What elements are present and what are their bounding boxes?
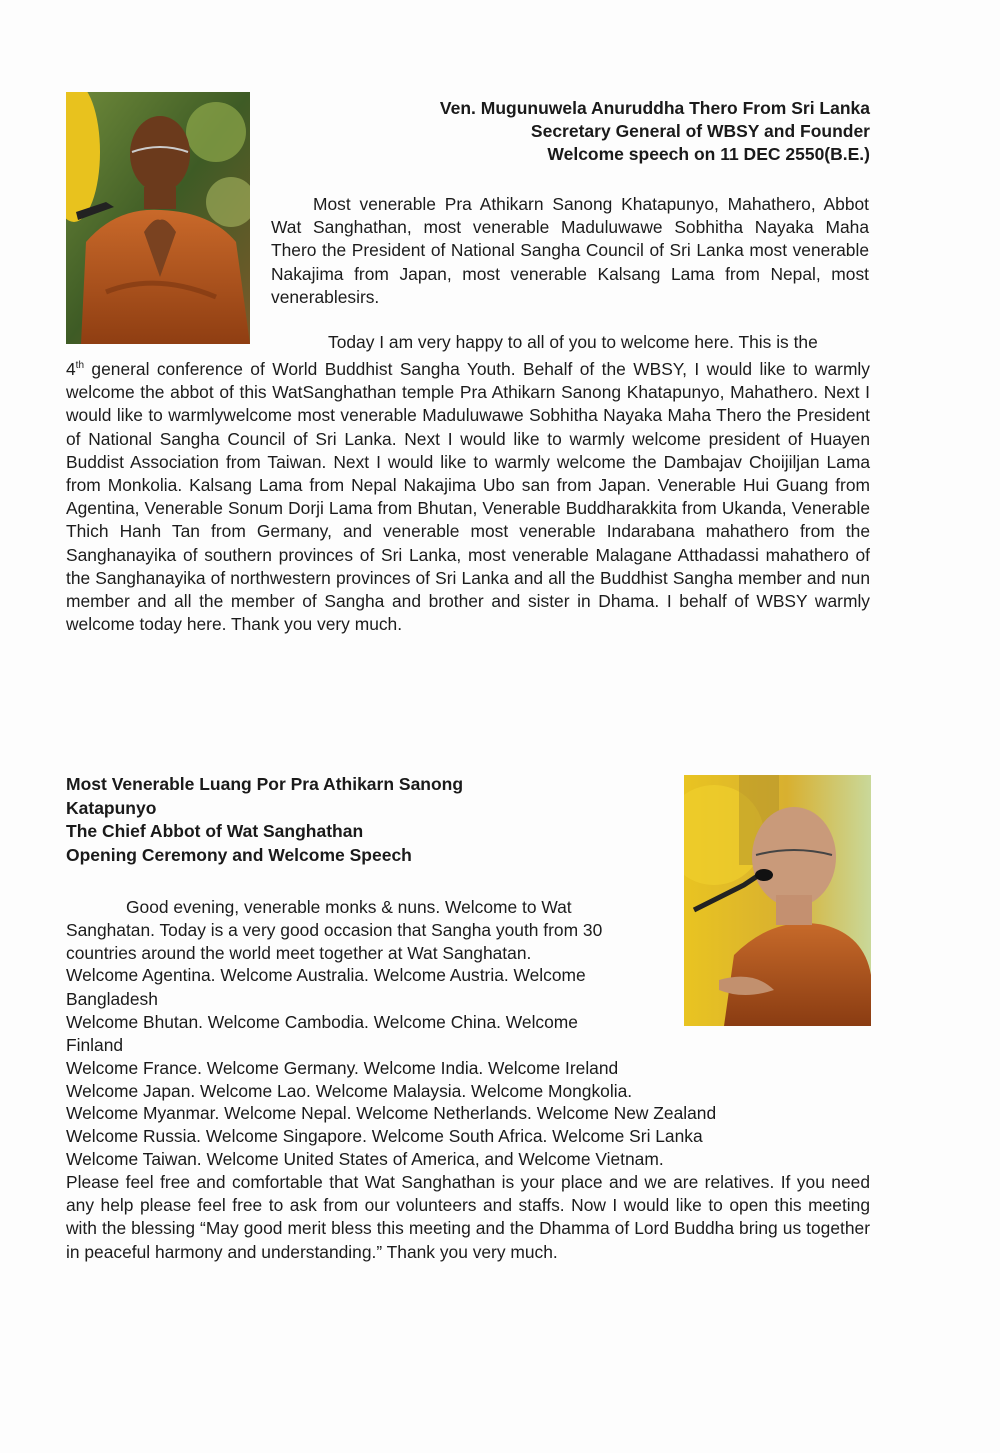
- monk-praying-photo: [66, 92, 250, 344]
- welcome-line: Welcome Agentina. Welcome Australia. Welcome Austria. Welcome: [66, 965, 586, 985]
- welcome-line: Welcome Bhutan. Welcome Cambodia. Welcome China. Welcome: [66, 1012, 578, 1032]
- welcome-line: Bangladesh: [66, 989, 158, 1009]
- welcome-line: Welcome Myanmar. Welcome Nepal. Welcome Netherlands. Welcome New Zealand: [66, 1103, 717, 1123]
- speech2-heading-line: Katapunyo: [66, 797, 157, 818]
- speech2-heading-line: The Chief Abbot of Wat Sanghathan: [66, 821, 364, 841]
- speech2-intro: [66, 896, 656, 966]
- speech2-heading-line: Most Venerable Luang Por Pra Athikarn Sanong: [66, 774, 464, 794]
- speech1-heading: [310, 97, 870, 166]
- speech1-heading-line: Ven. Mugunuwela Anuruddha Thero From Sri Lanka: [439, 98, 870, 118]
- ordinal-suffix: th: [75, 360, 85, 372]
- speech2-heading-line: Opening Ceremony and Welcome Speech: [66, 844, 412, 865]
- speech1-heading-line: Secretary General of WBSY and Founder: [530, 121, 870, 141]
- speech2-heading: [66, 773, 626, 867]
- welcome-line: Welcome Japan. Welcome Lao. Welcome Malaysia. Welcome Mongkolia.: [66, 1081, 633, 1101]
- welcome-line: Finland: [66, 1035, 124, 1055]
- speech1-paragraph1: Most venerable Pra Athikarn Sanong Khatapunyo, Mahathero, Abbot Wat Sanghathan, most venerable Maduluwawe Sobhitha Nayaka Maha Thero the President of National Sangha Council of Sri Lanka most venerable Nakajima from Japan, most venerable Kalsang Lama from Nepal, most venerablesirs.: [271, 194, 869, 307]
- welcome-line: Welcome Taiwan. Welcome United States of America, and Welcome Vietnam.: [66, 1149, 664, 1169]
- ordinal-number: 4: [66, 359, 76, 379]
- speech1-paragraph2: [66, 331, 870, 636]
- speech1-heading-line: Welcome speech on 11 DEC 2550(B.E.): [547, 144, 870, 164]
- speech2-closing: Please feel free and comfortable that Wat Sanghathan is your place and we are relatives. If you need any help please feel free to ask from our volunteers and staffs. Now I would like to open this meeting with the blessing “May good merit bless this meeting and the Dhamma of Lord Buddha bring us together in peaceful harmony and understanding.” Thank you very much.: [66, 1172, 870, 1262]
- welcome-line: Welcome Russia. Welcome Singapore. Welcome South Africa. Welcome Sri Lanka: [66, 1126, 703, 1146]
- speech1-paragraph2-body: general conference of World Buddhist Sangha Youth. Behalf of the WBSY, I would like to warmly welcome the abbot of this WatSanghathan temple Pra Athikarn Sanong Khatapunyo, Mahathero. Next I would like to warmlywelcome most venerable Maduluwawe Sobhitha Nayaka Maha Thero the President of National Sangha Council of Sri Lanka. Next I would like to warmly welcome president of Huayen Buddist Association from Taiwan. Next I would like to warmly welcome the Dambajav Choijiljan Lama from Monkolia. Kalsang Lama from Nepal Nakajima Ubo san from Japan. Venerable Hui Guang from Agentina, Venerable Sonum Dorji Lama from Bhutan, Venerable Buddharakkita from Ukanda, Venerable Thich Hanh Tan from Germany, and venerable most venerable Indarabana mahathero from the Sanghanayika of southern provinces of Sri Lanka, most venerable Malagane Atthadassi mahathero of the Sanghanayika of northwestern provinces of Sri Lanka and all the Buddhist Sangha member and nun member and all the member of Sangha and brother and sister in Dhama. I behalf of WBSY warmly welcome today here. Thank you very much.: [66, 359, 870, 635]
- speech1-paragraph2-lead: Today I am very happy to all of you to welcome here. This is the: [328, 332, 818, 352]
- speech2-intro-text: Good evening, venerable monks & nuns. Welcome to Wat Sanghatan. Today is a very good occasion that Sangha youth from 30 countries around the world meet together at Wat Sanghatan.: [66, 897, 603, 964]
- welcome-line: Welcome France. Welcome Germany. Welcome India. Welcome Ireland: [66, 1058, 619, 1078]
- abbot-speaking-photo: [684, 775, 871, 1026]
